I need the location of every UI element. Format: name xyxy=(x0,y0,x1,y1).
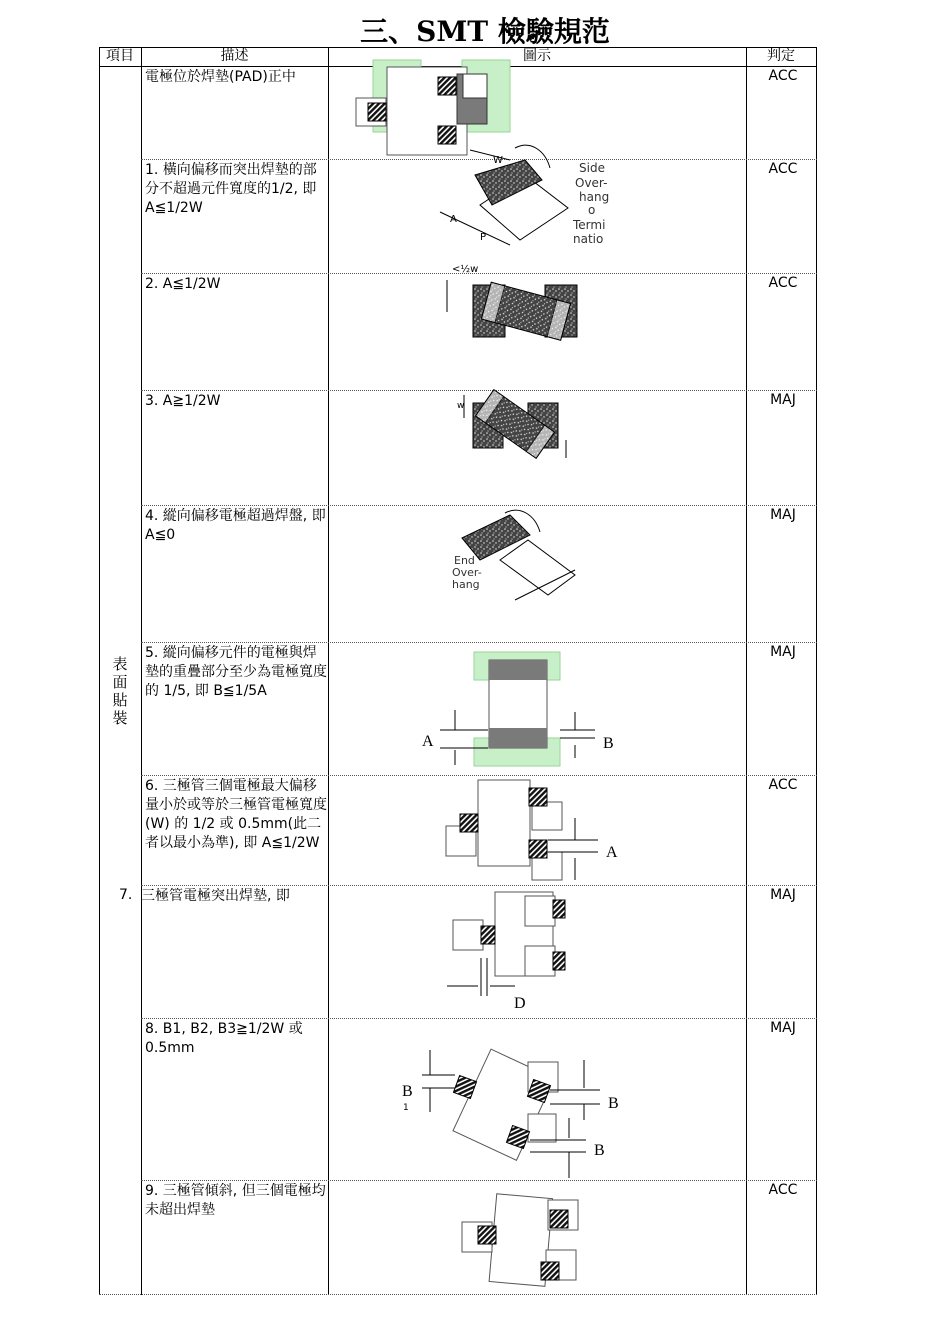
row-desc: 2. A≦1/2W xyxy=(145,276,221,292)
judge-value: ACC xyxy=(768,1182,798,1198)
svg-text:hang: hang xyxy=(452,578,480,591)
svg-text:Termi: Termi xyxy=(573,218,606,232)
svg-text:w: w xyxy=(457,401,465,411)
judge-value: MAJ xyxy=(770,1020,796,1036)
label-a: A xyxy=(606,844,618,861)
figure-transistor-offset xyxy=(446,780,618,880)
label-b: B xyxy=(603,735,614,752)
header-figure: 圖示 xyxy=(523,48,551,64)
label-b1: B xyxy=(402,1083,413,1100)
svg-text:A: A xyxy=(450,214,457,225)
judge-value: ACC xyxy=(768,68,798,84)
header-desc: 描述 xyxy=(220,48,249,64)
row-desc: 三極管電極突出焊墊, 即 xyxy=(141,888,290,904)
row-desc: 3. A≧1/2W xyxy=(145,393,221,409)
judge-value: ACC xyxy=(768,275,798,291)
label-b2: B xyxy=(608,1095,619,1112)
category-label: 表 面 貼 裝 xyxy=(112,655,128,727)
figure-transistor-tilt-acc xyxy=(462,1194,578,1287)
judge-value: ACC xyxy=(768,161,798,177)
row-desc: 6. 三極管三個電極最大偏移量小於或等於三極管電極寬度 (W) 的 1/2 或 0.5mm(此二者以最小為準), 即 A≦1/2W xyxy=(145,778,327,851)
figure-transistor-overhang xyxy=(447,892,565,1012)
figure-end-overhang xyxy=(452,510,575,600)
svg-text:Over-: Over- xyxy=(452,566,482,579)
figure-centered-component xyxy=(356,60,510,155)
label-a: A xyxy=(422,733,434,750)
judge-value: MAJ xyxy=(770,507,796,523)
figure-lateral-offset-acc xyxy=(447,263,577,340)
judge-value: ACC xyxy=(768,777,798,793)
svg-text:P: P xyxy=(480,232,487,243)
svg-text:Over-: Over- xyxy=(575,176,608,190)
svg-text:hang: hang xyxy=(579,190,610,204)
svg-text:o: o xyxy=(588,203,596,217)
row-number: 7. xyxy=(119,887,133,903)
svg-text:Side: Side xyxy=(579,161,605,175)
figure-end-overlap xyxy=(422,652,614,766)
row-desc: 電極位於焊墊(PAD)正中 xyxy=(145,69,296,85)
label-b1-sub: 1 xyxy=(403,1103,409,1113)
label-d: D xyxy=(514,995,526,1012)
page-title: 三、SMT 檢驗規范 xyxy=(360,15,610,48)
judge-value: MAJ xyxy=(770,644,796,660)
judge-value: MAJ xyxy=(770,887,796,903)
svg-text:<½w: <½w xyxy=(452,264,479,275)
figure-transistor-tilt-maj xyxy=(402,1049,619,1178)
row-desc: 4. 縱向偏移電極超過焊盤, 即 A≦0 xyxy=(145,508,326,543)
label-b3: B xyxy=(594,1142,605,1159)
row-desc: 8. B1, B2, B3≧1/2W 或 0.5mm xyxy=(145,1021,303,1056)
figure-lateral-offset-maj xyxy=(457,390,566,459)
header-judge: 判定 xyxy=(767,48,795,64)
row-desc: 9. 三極管傾斜, 但三個電極均未超出焊墊 xyxy=(145,1183,326,1218)
row-desc: 1. 橫向偏移而突出焊墊的部分不超過元件寬度的1/2, 即 A≦1/2W xyxy=(145,162,317,216)
svg-text:End: End xyxy=(454,554,475,567)
judge-value: MAJ xyxy=(770,392,796,408)
figure-side-overhang xyxy=(440,145,609,246)
svg-text:W: W xyxy=(493,155,503,166)
header-item: 項目 xyxy=(106,48,134,64)
row-desc: 5. 縱向偏移元件的電極與焊墊的重疊部分至少為電極寬度的 1/5, 即 B≦1/5A xyxy=(145,645,327,699)
svg-text:natio: natio xyxy=(573,232,604,246)
